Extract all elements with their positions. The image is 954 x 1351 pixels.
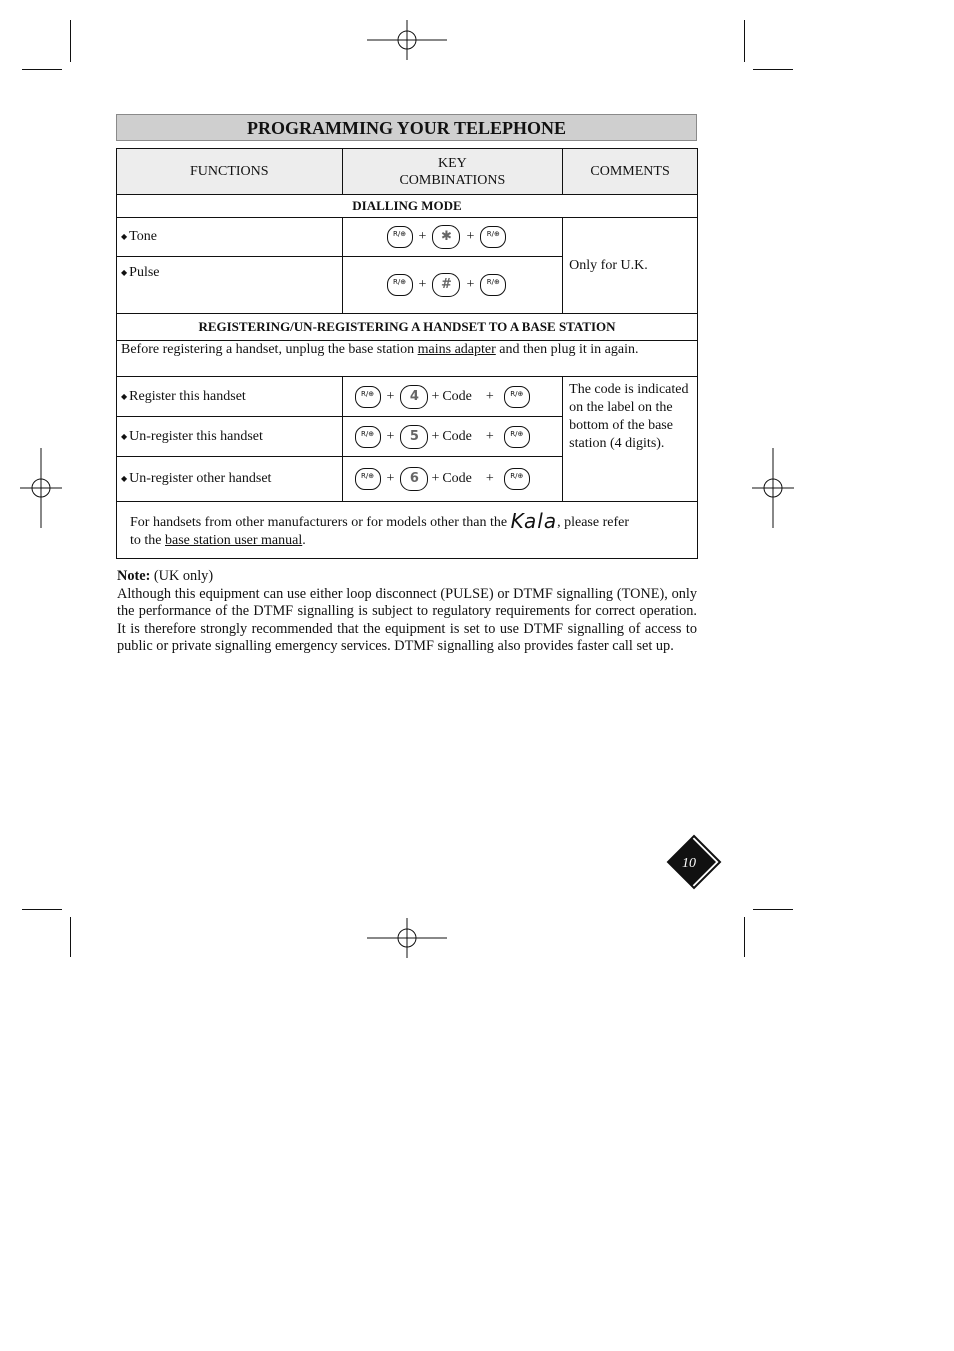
crop-mark — [744, 20, 745, 62]
section-heading-registering: REGISTERING/UN-REGISTERING A HANDSET TO A BASE STATION — [117, 314, 698, 341]
programming-table — [116, 148, 698, 559]
function-label: Tone — [129, 229, 157, 244]
registration-mark — [367, 20, 447, 60]
recall-key-icon — [504, 426, 530, 448]
bullet-icon: ◆ — [121, 474, 128, 484]
page-number: 10 — [682, 856, 696, 871]
header-functions: FUNCTIONS — [117, 149, 343, 195]
registration-mark — [752, 448, 794, 528]
comment-uk-only: Only for U.K. — [563, 218, 698, 314]
footer-note: For handsets from other manufacturers or for models other than the Kala, please refer to the base station user manual. — [117, 502, 698, 559]
table-row: ◆ Pulse R/⊕+ # +R/⊕ — [117, 257, 698, 314]
key-6-icon: 6 — [400, 467, 428, 491]
recall-key-icon — [355, 468, 381, 490]
table-row: ◆ Un-register this handset R/⊕ + 5 + Code +R/⊕ — [117, 417, 698, 457]
comment-code: The code is indicated on the label on the bottom of the base station (4 digits). — [563, 377, 698, 502]
bullet-icon: ◆ — [121, 232, 128, 242]
note-body: Although this equipment can use either loop disconnect (PULSE) or DTMF signalling (TONE), only the performance of the DTMF signalling is subject to regulatory requirements for correct operation. It is therefore strongly recommended that the equipment is set to use DTMF signalling of access to public or private signalling emergency services. DTMF signalling also provides faster call set up. — [117, 585, 697, 654]
page-title: PROGRAMMING YOUR TELEPHONE — [116, 114, 697, 141]
recall-key-icon — [480, 274, 506, 296]
header-comments: COMMENTS — [563, 149, 698, 195]
header-key-combinations: KEY COMBINATIONS — [342, 149, 563, 195]
section-heading-dialling: DIALLING MODE — [117, 195, 698, 218]
crop-mark — [744, 917, 745, 957]
function-label: Pulse — [129, 265, 160, 280]
hash-key-icon: # — [432, 273, 460, 297]
registration-mark — [367, 918, 447, 958]
note-paragraph: Note: (UK only) Although this equipment can use either loop disconnect (PULSE) or DTMF signalling (TONE), only the performance of the DTMF signalling is subject to regulatory requirements for correct operation. It is therefore strongly recommended that the equipment is set to use DTMF signalling of access to public or private signalling emergency services. DTMF signalling also provides faster call set up. — [117, 568, 697, 654]
table-row: ◆ Un-register other handset R/⊕ + 6 + Code +R/⊕ — [117, 457, 698, 502]
registering-intro: Before registering a handset, unplug the base station mains adapter and then plug it in again. — [117, 341, 698, 377]
crop-mark — [22, 69, 62, 70]
registration-mark — [20, 448, 62, 528]
recall-key-icon — [480, 226, 506, 248]
table-row: ◆ Register this handset R/⊕ + 4 + Code +R/⊕ The code is indicated on the label on the bottom of the base station (4 digits). — [117, 377, 698, 417]
bullet-icon: ◆ — [121, 268, 128, 278]
bullet-icon: ◆ — [121, 431, 128, 441]
function-label: Un-register this handset — [129, 428, 263, 444]
recall-key-icon — [355, 386, 381, 408]
recall-key-icon — [387, 274, 413, 296]
star-key-icon: ✱ — [432, 225, 460, 249]
recall-key-icon — [387, 226, 413, 248]
crop-mark — [22, 909, 62, 910]
function-label: Register this handset — [129, 388, 246, 404]
recall-key-icon — [504, 386, 530, 408]
crop-mark — [753, 69, 793, 70]
crop-mark — [753, 909, 793, 910]
note-label: Note: — [117, 568, 151, 584]
table-header-row — [117, 149, 698, 195]
table-row: ◆ Tone R/⊕ + ✱ +R/⊕ Only for U.K. — [117, 218, 698, 257]
recall-key-icon — [355, 426, 381, 448]
recall-key-icon — [504, 468, 530, 490]
function-label: Un-register other handset — [129, 471, 272, 486]
bullet-icon: ◆ — [121, 391, 128, 401]
key-4-icon: 4 — [400, 385, 428, 409]
key-5-icon: 5 — [400, 425, 428, 449]
crop-mark — [70, 20, 71, 62]
page-number-badge — [666, 834, 722, 890]
crop-mark — [70, 917, 71, 957]
kala-logo: Kala — [510, 509, 558, 533]
